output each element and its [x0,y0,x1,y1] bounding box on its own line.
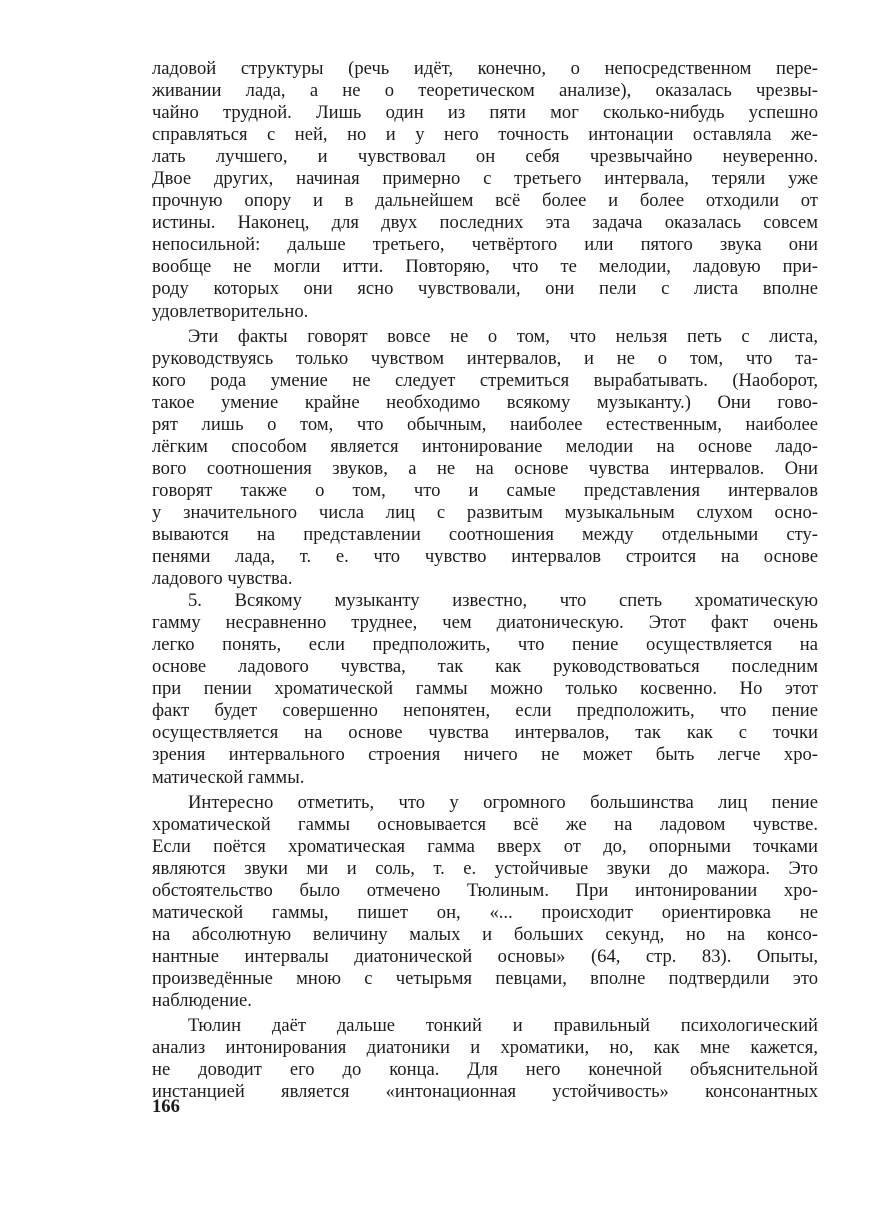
text-line: нантные интервалы диатонической основы» (64, стр. 83). Опыты, [152,945,818,967]
text-line: инстанцией является «интонационная устойчивость» консонантных [152,1081,818,1103]
text-line: Тюлин даёт дальше тонкий и правильный психологический [188,1015,818,1037]
text-line: при пении хроматической гаммы можно только косвенно. Но этот [152,678,818,700]
text-line: рят лишь о том, что обычным, наиболее естественным, наиболее [152,413,818,435]
text-line: хроматической гаммы основывается всё же на ладовом чувстве. [152,813,818,835]
text-line: гамму несравненно труднее, чем диатоническую. Этот факт очень [152,612,818,634]
text-line: Интересно отметить, что у огромного большинства лиц пение [188,791,818,813]
text-line: такое умение крайне необходимо всякому музыканту.) Они гово- [152,391,818,413]
text-line: матической гаммы, пишет он, «... происходит ориентировка не [152,901,818,923]
text-line: справляться с ней, но и у него точность интонации оставляла же- [152,124,818,146]
paragraph-5 [152,1015,818,1103]
text-line: осуществляется на основе чувства интервалов, так как с точки [152,722,818,744]
text-line: кого рода умение не следует стремиться вырабатывать. (Наоборот, [152,369,818,391]
text-line: руководствуясь только чувством интервалов, и не о том, что та- [152,347,818,369]
text-line: вываются на представлении соотношения между отдельными сту- [152,523,818,545]
text-line: Эти факты говорят вовсе не о том, что нельзя петь с листа, [188,325,818,347]
text-line: Двое других, начиная примерно с третьего интервала, теряли уже [152,168,818,190]
text-line: обстоятельство было отмечено Тюлиным. При интонировании хро- [152,879,818,901]
text-line: на абсолютную величину малых и больших секунд, но на консо- [152,923,818,945]
text-line: основе ладового чувства, так как руководствоваться последним [152,656,818,678]
text-line: живании лада, а не о теоретическом анализе), оказалась чрезвы- [152,80,818,102]
text-line: легко понять, если предположить, что пение осуществляется на [152,634,818,656]
text-line: вого соотношения звуков, а не на основе чувства интервалов. Они [152,457,818,479]
text-line: непосильной: дальше третьего, четвёртого или пятого звука они [152,234,818,256]
text-line: прочную опору и в дальнейшем всё более и более отходили от [152,190,818,212]
text-line: факт будет совершенно непонятен, если предположить, что пение [152,700,818,722]
text-line: анализ интонирования диатоники и хроматики, но, как мне кажется, [152,1037,818,1059]
text-line: Если поётся хроматическая гамма вверх от до, опорными точками [152,835,818,857]
text-line: истины. Наконец, для двух последних эта задача оказалась совсем [152,212,818,234]
text-line: зрения интервального строения ничего не может быть легче хро- [152,744,818,766]
text-line: являются звуки ми и соль, т. е. устойчивые звуки до мажора. Это [152,857,818,879]
text-line: роду которых они ясно чувствовали, они пели с листа вполне [152,278,818,300]
paragraph-2 [152,326,818,591]
paragraph-3 [152,590,818,788]
text-line: не доводит его до конца. Для него конечной объяснительной [152,1059,818,1081]
text-line: удовлетворительно. [152,300,309,322]
text-line: произведённые мною с четырьмя певцами, вполне подтвердили это [152,967,818,989]
paragraph-1 [152,58,818,323]
text-line: чайно трудной. Лишь один из пяти мог сколько-нибудь успешно [152,102,818,124]
text-line: лать лучшего, и чувствовал он себя чрезвычайно неуверенно. [152,146,818,168]
text-line: матической гаммы. [152,766,305,788]
text-line: вообще не могли итти. Повторяю, что те мелодии, ладовую при- [152,256,818,278]
text-line: говорят также о том, что и самые представления интервалов [152,479,818,501]
text-line: пенями лада, т. е. что чувство интервалов строится на основе [152,546,818,568]
page-number: 166 [152,1096,180,1117]
page-body [152,58,818,1103]
text-line: ладового чувства. [152,568,293,590]
text-line: у значительного числа лиц с развитым музыкальным слухом осно- [152,501,818,523]
text-line: наблюдение. [152,989,252,1011]
text-line: лёгким способом является интонирование мелодии на основе ладо- [152,435,818,457]
text-line: ладовой структуры (речь идёт, конечно, о непосредственном пере- [152,58,818,79]
paragraph-4 [152,792,818,1012]
text-line: 5. Всякому музыканту известно, что спеть хроматическую [188,590,818,612]
